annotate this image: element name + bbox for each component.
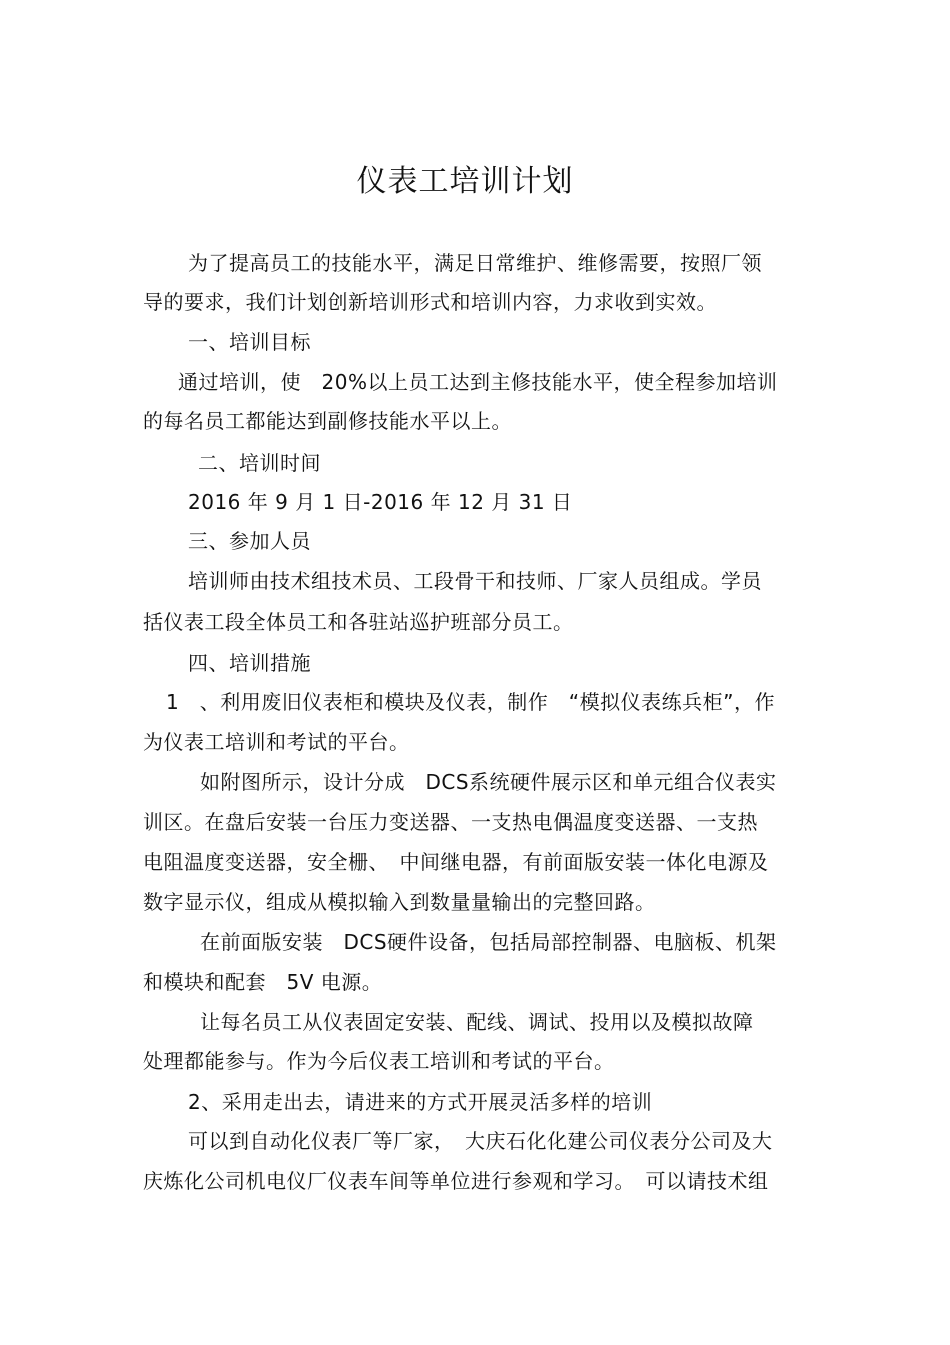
- section-heading: 一、培训目标: [188, 330, 311, 354]
- paragraph-line: 让每名员工从仪表固定安装、配线、调试、投用以及模拟故障: [200, 1010, 754, 1034]
- document-title: 仪表工培训计划: [356, 164, 574, 199]
- paragraph-line: 括仪表工段全体员工和各驻站巡护班部分员工。: [143, 610, 574, 634]
- section-heading: 二、培训时间: [198, 451, 321, 475]
- paragraph-line: 和模块和配套 5V 电源。: [143, 970, 383, 994]
- paragraph-line: 导的要求，我们计划创新培训形式和培训内容，力求收到实效。: [143, 290, 717, 314]
- paragraph-line: 为了提高员工的技能水平，满足日常维护、维修需要，按照厂领: [188, 251, 762, 275]
- paragraph-line: 为仪表工培训和考试的平台。: [143, 730, 410, 754]
- paragraph-line: 1 、利用废旧仪表柜和模块及仪表，制作 “模拟仪表练兵柜”，作: [166, 690, 775, 714]
- paragraph-line: 培训师由技术组技术员、工段骨干和技师、厂家人员组成。学员: [188, 569, 762, 593]
- paragraph-line: 2、采用走出去，请进来的方式开展灵活多样的培训: [188, 1090, 653, 1114]
- paragraph-line: 通过培训，使 20%以上员工达到主修技能水平，使全程参加培训: [178, 370, 778, 394]
- paragraph-line: 庆炼化公司机电仪厂仪表车间等单位进行参观和学习。 可以请技术组: [143, 1169, 769, 1193]
- section-heading: 四、培训措施: [188, 651, 311, 675]
- paragraph-line: 2016 年 9 月 1 日-2016 年 12 月 31 日: [188, 490, 573, 514]
- paragraph-line: 的每名员工都能达到副修技能水平以上。: [143, 409, 512, 433]
- paragraph-line: 可以到自动化仪表厂等厂家， 大庆石化化建公司仪表分公司及大: [188, 1129, 773, 1153]
- paragraph-line: 数字显示仪，组成从模拟输入到数量量输出的完整回路。: [143, 890, 656, 914]
- paragraph-line: 电阻温度变送器，安全栅、 中间继电器，有前面版安装一体化电源及: [143, 850, 769, 874]
- paragraph-line: 处理都能参与。作为今后仪表工培训和考试的平台。: [143, 1049, 615, 1073]
- paragraph-line: 训区。在盘后安装一台压力变送器、一支热电偶温度变送器、一支热: [143, 810, 758, 834]
- paragraph-line: 在前面版安装 DCS硬件设备，包括局部控制器、电脑板、机架: [200, 930, 777, 954]
- paragraph-line: 如附图所示，设计分成 DCS系统硬件展示区和单元组合仪表实: [200, 770, 777, 794]
- section-heading: 三、参加人员: [188, 529, 311, 553]
